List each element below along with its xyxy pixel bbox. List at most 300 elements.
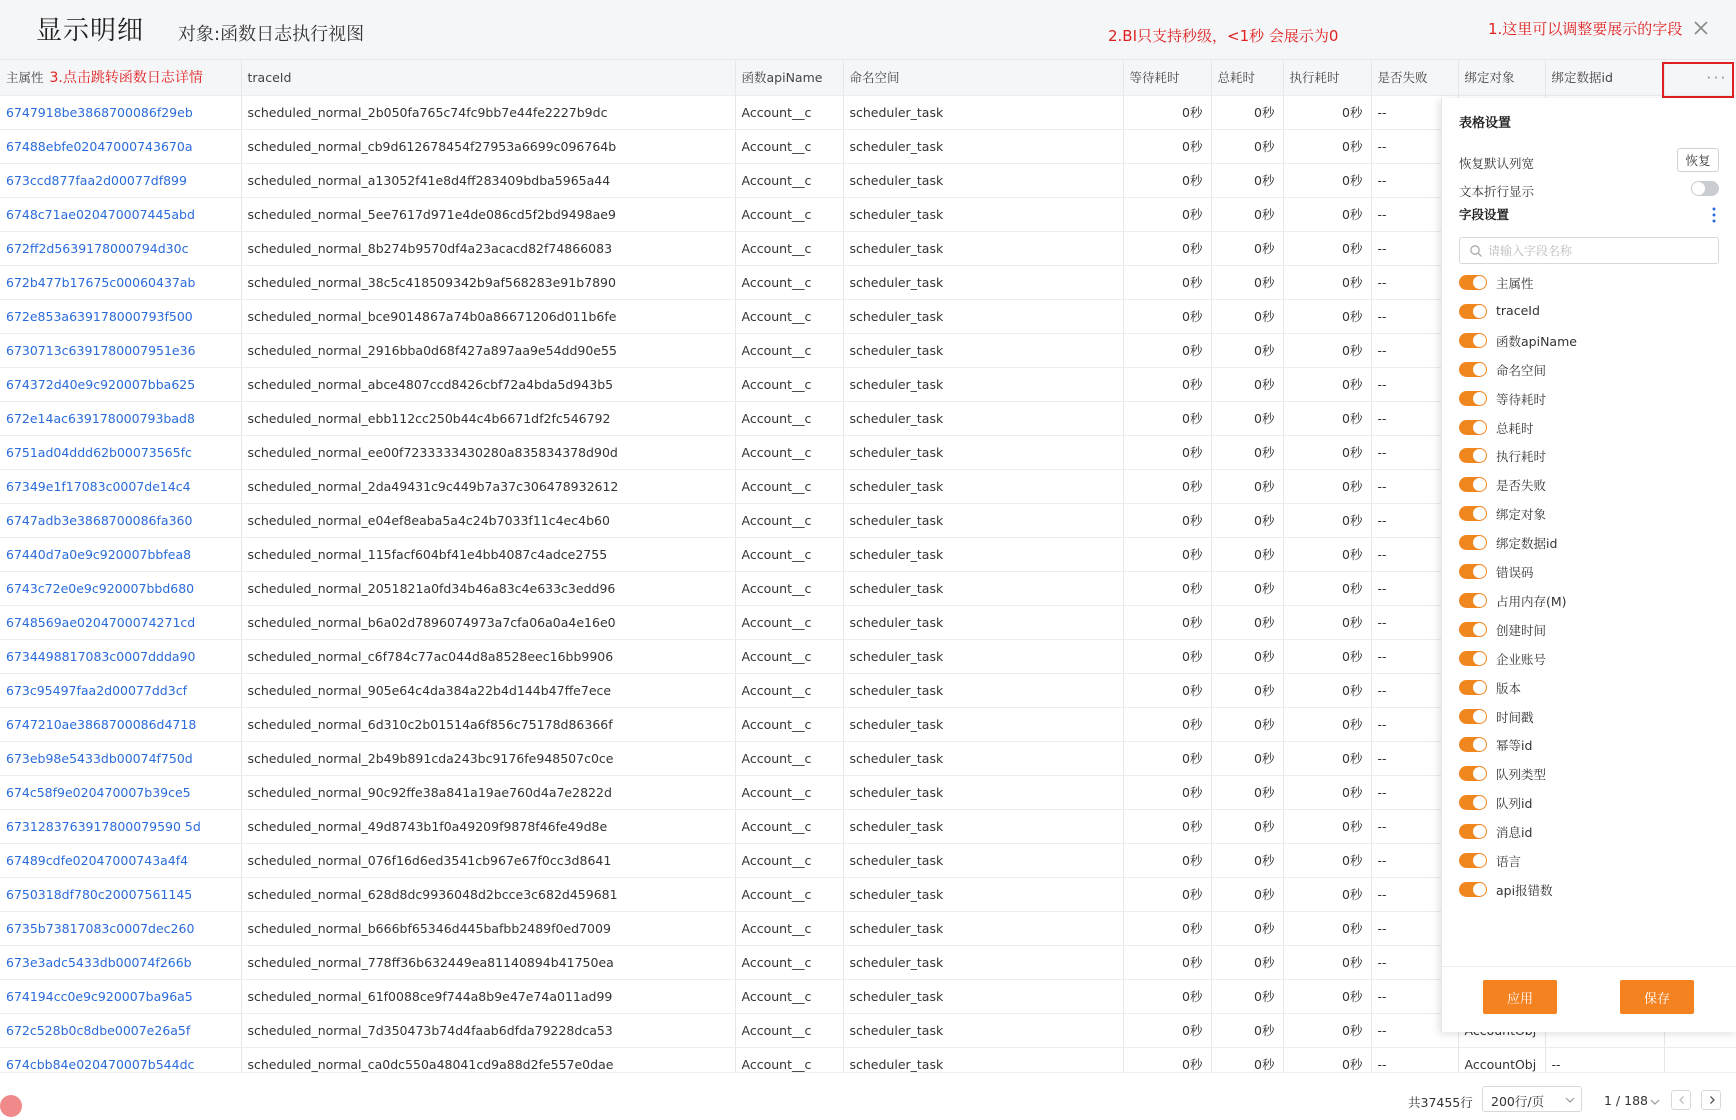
cell-exec-time: 0秒 xyxy=(1283,741,1371,775)
cell-wait-time: 0秒 xyxy=(1123,299,1211,333)
cell-wait-time: 0秒 xyxy=(1123,231,1211,265)
record-indicator[interactable] xyxy=(0,1095,22,1117)
wrap-text-toggle[interactable] xyxy=(1691,181,1719,196)
cell-namespace: scheduler_task xyxy=(843,537,1123,571)
cell-wait-time: 0秒 xyxy=(1123,129,1211,163)
cell-namespace: scheduler_task xyxy=(843,367,1123,401)
field-item xyxy=(1459,620,1719,640)
cell-total-time: 0秒 xyxy=(1211,537,1283,571)
field-label: 错误码 xyxy=(1496,565,1534,580)
field-item xyxy=(1459,678,1719,698)
field-toggle[interactable] xyxy=(1459,824,1487,839)
field-toggle[interactable] xyxy=(1459,333,1487,348)
cell-wait-time: 0秒 xyxy=(1123,911,1211,945)
cell-namespace: scheduler_task xyxy=(843,1047,1123,1072)
cell-traceid: scheduled_normal_7d350473b74d4faab6dfda79228dca53 xyxy=(241,1013,735,1047)
field-item xyxy=(1459,735,1719,755)
cell-primary[interactable]: 6748c71ae020470007445abd xyxy=(0,197,241,231)
cell-wait-time: 0秒 xyxy=(1123,265,1211,299)
cell-namespace: scheduler_task xyxy=(843,299,1123,333)
cell-total-time: 0秒 xyxy=(1211,333,1283,367)
cell-namespace: scheduler_task xyxy=(843,979,1123,1013)
cell-traceid: scheduled_normal_2b050fa765c74fc9bb7e44fe2227b9dc xyxy=(241,95,735,129)
cell-wait-time: 0秒 xyxy=(1123,877,1211,911)
cell-wait-time: 0秒 xyxy=(1123,1013,1211,1047)
cell-failed: -- xyxy=(1371,265,1458,299)
page-size-value: 200行/页 xyxy=(1491,1094,1545,1109)
cell-namespace: scheduler_task xyxy=(843,707,1123,741)
field-toggle[interactable] xyxy=(1459,766,1487,781)
cell-namespace: scheduler_task xyxy=(843,639,1123,673)
field-item xyxy=(1459,764,1719,784)
cell-total-time: 0秒 xyxy=(1211,775,1283,809)
cell-failed: -- xyxy=(1371,367,1458,401)
cell-namespace: scheduler_task xyxy=(843,503,1123,537)
cell-namespace: scheduler_task xyxy=(843,911,1123,945)
save-button[interactable]: 保存 xyxy=(1620,980,1694,1014)
cell-namespace: scheduler_task xyxy=(843,129,1123,163)
cell-exec-time: 0秒 xyxy=(1283,945,1371,979)
cell-primary[interactable]: 672e853a639178000793f500 xyxy=(0,299,241,333)
restore-button[interactable]: 恢复 xyxy=(1677,148,1719,172)
cell-total-time: 0秒 xyxy=(1211,843,1283,877)
field-label: 队列id xyxy=(1496,796,1533,812)
cell-apiname: Account__c xyxy=(735,741,843,775)
cell-apiname: Account__c xyxy=(735,231,843,265)
cell-total-time: 0秒 xyxy=(1211,673,1283,707)
cell-namespace: scheduler_task xyxy=(843,571,1123,605)
cell-failed: -- xyxy=(1371,605,1458,639)
cell-exec-time: 0秒 xyxy=(1283,775,1371,809)
cell-primary[interactable]: 673ccd877faa2d00077df899 xyxy=(0,163,241,197)
field-label: 总耗时 xyxy=(1496,420,1534,436)
cell-traceid: scheduled_normal_076f16d6ed3541cb967e67f0cc3d8641 xyxy=(241,843,735,877)
cell-traceid: scheduled_normal_b666bf65346d445bafbb2489f0ed7009 xyxy=(241,911,735,945)
cell-exec-time: 0秒 xyxy=(1283,95,1371,129)
cell-exec-time: 0秒 xyxy=(1283,605,1371,639)
cell-apiname: Account__c xyxy=(735,333,843,367)
cell-wait-time: 0秒 xyxy=(1123,741,1211,775)
cell-apiname: Account__c xyxy=(735,537,843,571)
field-item xyxy=(1459,533,1719,553)
cell-traceid: scheduled_normal_2da49431c9c449b7a37c306478932612 xyxy=(241,469,735,503)
field-toggle[interactable] xyxy=(1459,362,1487,377)
cell-wait-time: 0秒 xyxy=(1123,775,1211,809)
cell-failed: -- xyxy=(1371,401,1458,435)
cell-wait-time: 0秒 xyxy=(1123,333,1211,367)
cell-namespace: scheduler_task xyxy=(843,469,1123,503)
field-label: 函数apiName xyxy=(1496,333,1577,349)
cell-total-time: 0秒 xyxy=(1211,945,1283,979)
cell-primary[interactable]: 6747adb3e3868700086fa360 xyxy=(0,503,241,537)
field-label: 语言 xyxy=(1496,854,1522,869)
cell-namespace: scheduler_task xyxy=(843,775,1123,809)
annotation-click-detail: 3.点击跳转函数日志详情 xyxy=(49,70,203,87)
chevron-right-icon xyxy=(1707,1095,1717,1105)
field-settings-label: 字段设置 xyxy=(1459,207,1510,222)
column-header-apiname[interactable]: 函数apiName xyxy=(735,60,843,95)
cell-exec-time: 0秒 xyxy=(1283,911,1371,945)
cell-wait-time: 0秒 xyxy=(1123,673,1211,707)
field-toggle[interactable] xyxy=(1459,651,1487,666)
cell-apiname: Account__c xyxy=(735,877,843,911)
field-label: 企业账号 xyxy=(1496,651,1547,667)
field-item xyxy=(1459,880,1719,900)
field-more-icon[interactable] xyxy=(1710,206,1718,224)
cell-exec-time: 0秒 xyxy=(1283,503,1371,537)
cell-primary[interactable]: 6734498817083c0007ddda90 xyxy=(0,639,241,673)
field-label: api报错数 xyxy=(1496,882,1553,898)
field-toggle[interactable] xyxy=(1459,795,1487,810)
cell-failed: -- xyxy=(1371,843,1458,877)
cell-wait-time: 0秒 xyxy=(1123,537,1211,571)
cell-wait-time: 0秒 xyxy=(1123,401,1211,435)
cell-namespace: scheduler_task xyxy=(843,843,1123,877)
next-page-button[interactable] xyxy=(1701,1090,1721,1110)
field-item xyxy=(1459,360,1719,380)
cell-total-time: 0秒 xyxy=(1211,605,1283,639)
cell-traceid: scheduled_normal_8b274b9570df4a23acacd82f74866083 xyxy=(241,231,735,265)
cell-total-time: 0秒 xyxy=(1211,401,1283,435)
cell-failed: -- xyxy=(1371,809,1458,843)
cell-apiname: Account__c xyxy=(735,1047,843,1072)
cell-total-time: 0秒 xyxy=(1211,707,1283,741)
column-header-wait-time[interactable]: 等待耗时 xyxy=(1123,60,1211,95)
cell-wait-time: 0秒 xyxy=(1123,639,1211,673)
cell-traceid: scheduled_normal_778ff36b632449ea81140894b41750ea xyxy=(241,945,735,979)
cell-traceid: scheduled_normal_bce9014867a74b0a86671206d011b6fe xyxy=(241,299,735,333)
cell-primary[interactable]: 6743c72e0e9c920007bbd680 xyxy=(0,571,241,605)
cell-traceid: scheduled_normal_ca0dc550a48041cd9a88d2fe557e0dae xyxy=(241,1047,735,1072)
field-toggle[interactable] xyxy=(1459,535,1487,550)
cell-total-time: 0秒 xyxy=(1211,911,1283,945)
field-label: 是否失败 xyxy=(1496,478,1547,494)
cell-traceid: scheduled_normal_2051821a0fd34b46a83c4e633c3edd96 xyxy=(241,571,735,605)
cell-bound-object: AccountObj xyxy=(1458,1047,1545,1072)
cell-apiname: Account__c xyxy=(735,673,843,707)
cell-primary[interactable]: 6730713c6391780007951e36 xyxy=(0,333,241,367)
field-toggle[interactable] xyxy=(1459,477,1487,492)
cell-exec-time: 0秒 xyxy=(1283,129,1371,163)
cell-apiname: Account__c xyxy=(735,775,843,809)
field-toggle[interactable] xyxy=(1459,709,1487,724)
cell-spacer xyxy=(1664,1047,1736,1072)
column-header-traceid[interactable]: traceId xyxy=(241,60,735,95)
cell-failed: -- xyxy=(1371,707,1458,741)
cell-exec-time: 0秒 xyxy=(1283,537,1371,571)
field-label: 版本 xyxy=(1496,680,1522,696)
field-search-box xyxy=(1459,237,1719,264)
field-item xyxy=(1459,302,1719,322)
cell-total-time: 0秒 xyxy=(1211,1047,1283,1072)
cell-exec-time: 0秒 xyxy=(1283,299,1371,333)
field-label: 消息id xyxy=(1496,825,1533,841)
cell-namespace: scheduler_task xyxy=(843,95,1123,129)
page-chevron-down-icon[interactable] xyxy=(1650,1097,1660,1107)
cell-apiname: Account__c xyxy=(735,265,843,299)
table-header-row xyxy=(0,60,1736,95)
cell-namespace: scheduler_task xyxy=(843,197,1123,231)
field-toggle[interactable] xyxy=(1459,391,1487,406)
table-row[interactable] xyxy=(0,1047,1736,1072)
column-header-total-time[interactable]: 总耗时 xyxy=(1211,60,1283,95)
cell-apiname: Account__c xyxy=(735,911,843,945)
panel-footer-divider xyxy=(1442,966,1736,967)
cell-traceid: scheduled_normal_abce4807ccd8426cbf72a4bda5d943b5 xyxy=(241,367,735,401)
field-toggle[interactable] xyxy=(1459,506,1487,521)
cell-namespace: scheduler_task xyxy=(843,231,1123,265)
cell-traceid: scheduled_normal_2916bba0d68f427a897aa9e54dd90e55 xyxy=(241,333,735,367)
column-header-bound-object[interactable]: 绑定对象 xyxy=(1458,60,1545,95)
column-header-exec-time[interactable]: 执行耗时 xyxy=(1283,60,1371,95)
cell-exec-time: 0秒 xyxy=(1283,979,1371,1013)
cell-primary[interactable]: 6748569ae0204700074271cd xyxy=(0,605,241,639)
cell-exec-time: 0秒 xyxy=(1283,435,1371,469)
cell-primary[interactable]: 67489cdfe02047000743a4f4 xyxy=(0,843,241,877)
cell-primary[interactable]: 67349e1f17083c0007de14c4 xyxy=(0,469,241,503)
cell-primary[interactable]: 672e14ac639178000793bad8 xyxy=(0,401,241,435)
annotation-bi-seconds: 2.BI只支持秒级，<1秒 会展示为0 xyxy=(1108,27,1339,45)
cell-primary[interactable]: 674194cc0e9c920007ba96a5 xyxy=(0,979,241,1013)
cell-traceid: scheduled_normal_61f0088ce9f744a8b9e47e74a011ad99 xyxy=(241,979,735,1013)
cell-wait-time: 0秒 xyxy=(1123,1047,1211,1072)
cell-namespace: scheduler_task xyxy=(843,877,1123,911)
field-item xyxy=(1459,389,1719,409)
field-item xyxy=(1459,273,1719,293)
field-item xyxy=(1459,475,1719,495)
cell-primary[interactable]: 673c95497faa2d00077dd3cf xyxy=(0,673,241,707)
cell-primary[interactable]: 674c58f9e020470007b39ce5 xyxy=(0,775,241,809)
cell-exec-time: 0秒 xyxy=(1283,809,1371,843)
cell-traceid: scheduled_normal_2b49b891cda243bc9176fe948507c0ce xyxy=(241,741,735,775)
cell-apiname: Account__c xyxy=(735,571,843,605)
cell-total-time: 0秒 xyxy=(1211,741,1283,775)
cell-exec-time: 0秒 xyxy=(1283,639,1371,673)
cell-total-time: 0秒 xyxy=(1211,503,1283,537)
cell-primary[interactable]: 6751ad04ddd62b00073565fc xyxy=(0,435,241,469)
cell-failed: -- xyxy=(1371,571,1458,605)
cell-wait-time: 0秒 xyxy=(1123,435,1211,469)
search-icon xyxy=(1469,244,1483,258)
cell-namespace: scheduler_task xyxy=(843,741,1123,775)
cell-exec-time: 0秒 xyxy=(1283,163,1371,197)
cell-failed: -- xyxy=(1371,163,1458,197)
cell-traceid: scheduled_normal_905e64c4da384a22b4d144b47ffe7ece xyxy=(241,673,735,707)
cell-traceid: scheduled_normal_38c5c418509342b9af568283e91b7890 xyxy=(241,265,735,299)
cell-exec-time: 0秒 xyxy=(1283,877,1371,911)
cell-failed: -- xyxy=(1371,741,1458,775)
column-header-namespace[interactable]: 命名空间 xyxy=(843,60,1123,95)
column-header-bound-data-id[interactable]: 绑定数据id xyxy=(1545,60,1664,95)
cell-wait-time: 0秒 xyxy=(1123,979,1211,1013)
cell-failed: -- xyxy=(1371,129,1458,163)
cell-traceid: scheduled_normal_6d310c2b01514a6f856c75178d86366f xyxy=(241,707,735,741)
cell-traceid: scheduled_normal_ebb112cc250b44c4b6671df2fc546792 xyxy=(241,401,735,435)
cell-apiname: Account__c xyxy=(735,1013,843,1047)
field-label: 时间戳 xyxy=(1496,709,1534,725)
cell-failed: -- xyxy=(1371,333,1458,367)
field-item xyxy=(1459,446,1719,466)
cell-failed: -- xyxy=(1371,877,1458,911)
field-item xyxy=(1459,562,1719,582)
cell-failed: -- xyxy=(1371,435,1458,469)
column-header-failed[interactable]: 是否失败 xyxy=(1371,60,1458,95)
cell-exec-time: 0秒 xyxy=(1283,401,1371,435)
chevron-down-icon xyxy=(1565,1095,1575,1105)
cell-primary[interactable]: 6747918be3868700086f29eb xyxy=(0,95,241,129)
field-item xyxy=(1459,822,1719,842)
field-label: 主属性 xyxy=(1496,276,1534,291)
apply-button[interactable]: 应用 xyxy=(1483,980,1557,1014)
cell-bound-data-id: -- xyxy=(1545,1047,1664,1072)
cell-total-time: 0秒 xyxy=(1211,163,1283,197)
field-toggle[interactable] xyxy=(1459,564,1487,579)
column-header-primary[interactable]: 主属性 3.点击跳转函数日志详情 xyxy=(0,60,241,95)
cell-apiname: Account__c xyxy=(735,843,843,877)
cell-primary[interactable]: 672b477b17675c00060437ab xyxy=(0,265,241,299)
cell-namespace: scheduler_task xyxy=(843,435,1123,469)
cell-total-time: 0秒 xyxy=(1211,469,1283,503)
restore-width-label: 恢复默认列宽 xyxy=(1459,156,1535,171)
cell-primary[interactable]: 6735b73817083c0007dec260 xyxy=(0,911,241,945)
cell-traceid: scheduled_normal_115facf604bf41e4bb4087c4adce2755 xyxy=(241,537,735,571)
page-header xyxy=(0,0,1736,60)
field-toggle[interactable] xyxy=(1459,853,1487,868)
field-toggle[interactable] xyxy=(1459,304,1487,319)
cell-primary[interactable]: 673eb98e5433db00074f750d xyxy=(0,741,241,775)
cell-traceid: scheduled_normal_e04ef8eaba5a4c24b7033f11c4ec4b60 xyxy=(241,503,735,537)
more-options-icon[interactable]: ··· xyxy=(1706,68,1728,87)
cell-total-time: 0秒 xyxy=(1211,571,1283,605)
cell-primary[interactable]: 6731283763917800079590 5d xyxy=(0,809,241,843)
cell-apiname: Account__c xyxy=(735,163,843,197)
field-toggle[interactable] xyxy=(1459,448,1487,463)
cell-total-time: 0秒 xyxy=(1211,809,1283,843)
cell-failed: -- xyxy=(1371,231,1458,265)
cell-failed: -- xyxy=(1371,945,1458,979)
cell-namespace: scheduler_task xyxy=(843,1013,1123,1047)
cell-namespace: scheduler_task xyxy=(843,945,1123,979)
table-settings-panel xyxy=(1441,98,1736,1032)
cell-traceid: scheduled_normal_628d8dc9936048d2bcce3c682d459681 xyxy=(241,877,735,911)
cell-wait-time: 0秒 xyxy=(1123,197,1211,231)
cell-apiname: Account__c xyxy=(735,95,843,129)
field-label: traceId xyxy=(1496,302,1540,318)
cell-failed: -- xyxy=(1371,979,1458,1013)
cell-namespace: scheduler_task xyxy=(843,265,1123,299)
cell-exec-time: 0秒 xyxy=(1283,707,1371,741)
cell-apiname: Account__c xyxy=(735,367,843,401)
cell-apiname: Account__c xyxy=(735,639,843,673)
close-icon[interactable] xyxy=(1690,17,1712,39)
cell-wait-time: 0秒 xyxy=(1123,605,1211,639)
cell-apiname: Account__c xyxy=(735,435,843,469)
cell-total-time: 0秒 xyxy=(1211,435,1283,469)
field-toggle[interactable] xyxy=(1459,593,1487,608)
field-label: 命名空间 xyxy=(1496,362,1547,378)
cell-traceid: scheduled_normal_cb9d612678454f27953a6699c096764b xyxy=(241,129,735,163)
cell-wait-time: 0秒 xyxy=(1123,707,1211,741)
cell-total-time: 0秒 xyxy=(1211,129,1283,163)
page-size-select[interactable] xyxy=(1482,1086,1582,1112)
cell-traceid: scheduled_normal_c6f784c77ac044d8a8528eec16bb9906 xyxy=(241,639,735,673)
field-label: 绑定对象 xyxy=(1496,507,1547,523)
cell-exec-time: 0秒 xyxy=(1283,843,1371,877)
cell-apiname: Account__c xyxy=(735,809,843,843)
cell-namespace: scheduler_task xyxy=(843,809,1123,843)
cell-apiname: Account__c xyxy=(735,197,843,231)
cell-total-time: 0秒 xyxy=(1211,95,1283,129)
column-settings-cell xyxy=(1664,60,1736,95)
cell-primary[interactable]: 6750318df780c20007561145 xyxy=(0,877,241,911)
cell-apiname: Account__c xyxy=(735,299,843,333)
cell-primary[interactable]: 67440d7a0e9c920007bbfea8 xyxy=(0,537,241,571)
cell-exec-time: 0秒 xyxy=(1283,265,1371,299)
cell-failed: -- xyxy=(1371,1013,1458,1047)
cell-apiname: Account__c xyxy=(735,503,843,537)
cell-apiname: Account__c xyxy=(735,401,843,435)
field-toggle[interactable] xyxy=(1459,737,1487,752)
cell-wait-time: 0秒 xyxy=(1123,469,1211,503)
cell-exec-time: 0秒 xyxy=(1283,469,1371,503)
field-search-input[interactable] xyxy=(1488,241,1713,260)
cell-apiname: Account__c xyxy=(735,707,843,741)
cell-wait-time: 0秒 xyxy=(1123,503,1211,537)
cell-traceid: scheduled_normal_5ee7617d971e4de086cd5f2bd9498ae9 xyxy=(241,197,735,231)
cell-traceid: scheduled_normal_b6a02d7896074973a7cfa06a0a4e16e0 xyxy=(241,605,735,639)
field-toggle[interactable] xyxy=(1459,680,1487,695)
page-info[interactable]: 1 / 188 xyxy=(1604,1093,1648,1108)
cell-total-time: 0秒 xyxy=(1211,197,1283,231)
cell-exec-time: 0秒 xyxy=(1283,197,1371,231)
page-title: 显示明细 xyxy=(36,16,145,46)
object-label: 对象:函数日志执行视图 xyxy=(178,24,365,45)
cell-primary[interactable]: 6747210ae3868700086d4718 xyxy=(0,707,241,741)
cell-primary[interactable]: 673e3adc5433db00074f266b xyxy=(0,945,241,979)
field-item xyxy=(1459,504,1719,524)
panel-title: 表格设置 xyxy=(1459,116,1512,131)
cell-primary[interactable]: 672ff2d5639178000794d30c xyxy=(0,231,241,265)
cell-total-time: 0秒 xyxy=(1211,367,1283,401)
field-toggle[interactable] xyxy=(1459,420,1487,435)
cell-exec-time: 0秒 xyxy=(1283,231,1371,265)
field-toggle[interactable] xyxy=(1459,275,1487,290)
field-item xyxy=(1459,851,1719,871)
pagination-footer xyxy=(0,1072,1736,1120)
cell-namespace: scheduler_task xyxy=(843,401,1123,435)
field-toggle[interactable] xyxy=(1459,882,1487,897)
field-label: 队列类型 xyxy=(1496,767,1547,783)
cell-apiname: Account__c xyxy=(735,945,843,979)
cell-primary[interactable]: 674372d40e9c920007bba625 xyxy=(0,367,241,401)
cell-wait-time: 0秒 xyxy=(1123,95,1211,129)
cell-failed: -- xyxy=(1371,299,1458,333)
field-label: 等待耗时 xyxy=(1496,391,1547,407)
cell-exec-time: 0秒 xyxy=(1283,333,1371,367)
prev-page-button[interactable] xyxy=(1671,1090,1691,1110)
cell-traceid: scheduled_normal_49d8743b1f0a49209f9878f46fe49d8e xyxy=(241,809,735,843)
cell-primary[interactable]: 674cbb84e020470007b544dc xyxy=(0,1047,241,1072)
cell-total-time: 0秒 xyxy=(1211,877,1283,911)
cell-exec-time: 0秒 xyxy=(1283,673,1371,707)
wrap-text-label: 文本折行显示 xyxy=(1459,184,1535,199)
cell-primary[interactable]: 672c528b0c8dbe0007e26a5f xyxy=(0,1013,241,1047)
total-count: 共37455行 xyxy=(1408,1095,1473,1110)
field-label: 占用内存(M) xyxy=(1496,593,1567,609)
cell-primary[interactable]: 67488ebfe02047000743670a xyxy=(0,129,241,163)
cell-exec-time: 0秒 xyxy=(1283,1047,1371,1072)
field-toggle[interactable] xyxy=(1459,622,1487,637)
